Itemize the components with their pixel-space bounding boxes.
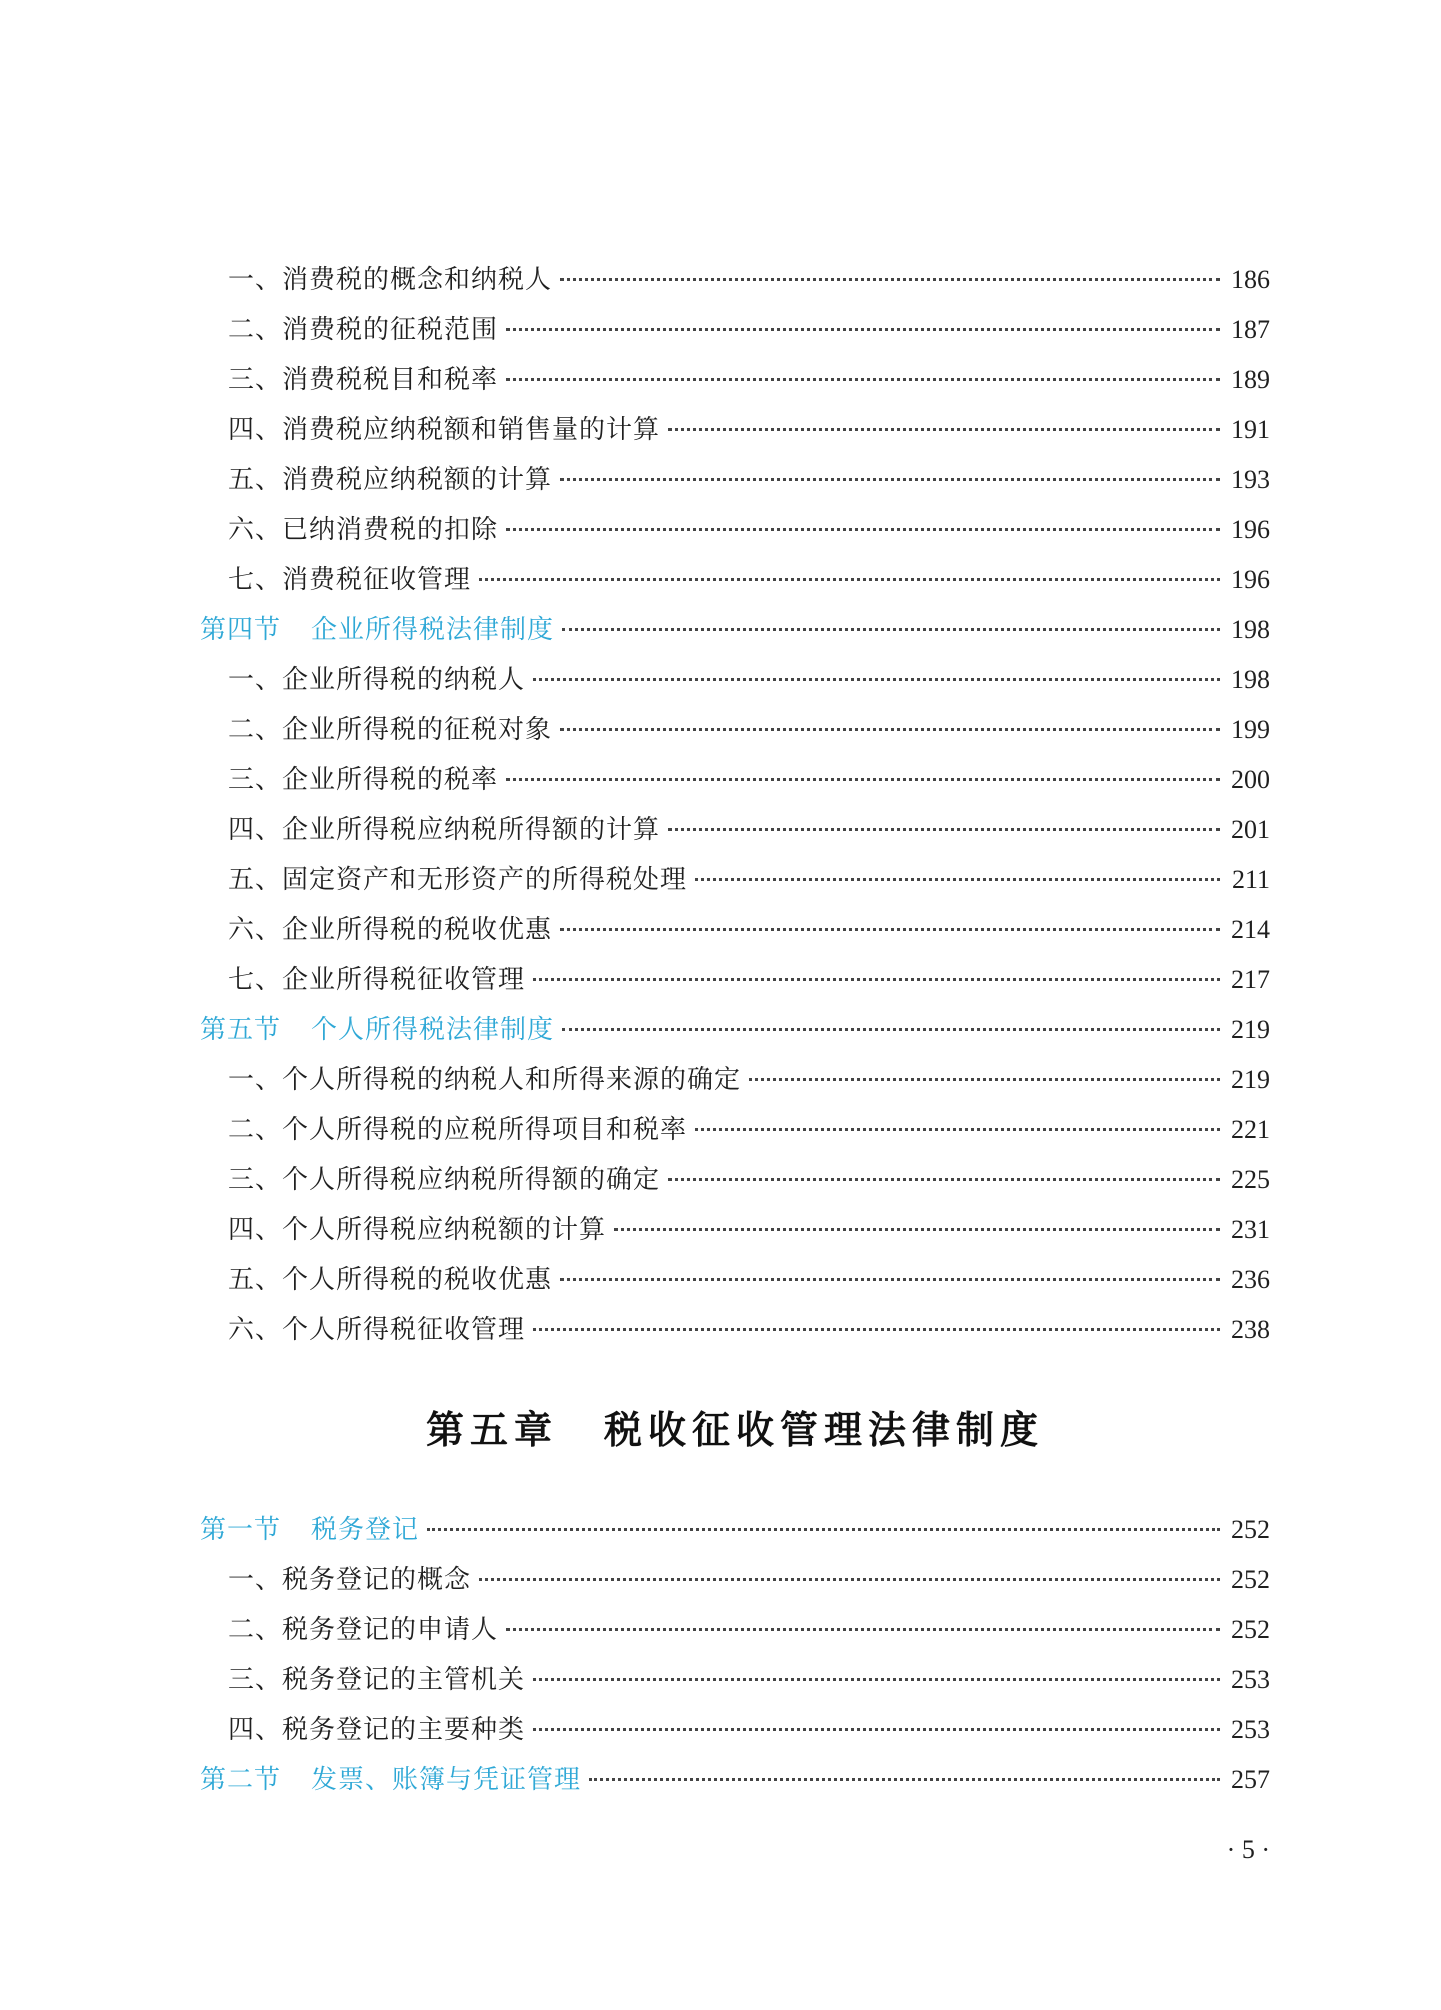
toc-item-row bbox=[200, 855, 1270, 905]
toc-page-number: 214 bbox=[1231, 915, 1270, 944]
toc-item-row bbox=[200, 1055, 1270, 1105]
toc-block-chapter-5 bbox=[200, 1505, 1270, 1805]
toc-page-number: 219 bbox=[1231, 1015, 1270, 1044]
toc-page-number: 217 bbox=[1231, 965, 1270, 994]
toc-entry-label bbox=[200, 1505, 419, 1555]
section-number: 第五节 bbox=[200, 1015, 282, 1045]
toc-page-number: 257 bbox=[1231, 1765, 1270, 1794]
toc-block-chapter-4 bbox=[200, 255, 1270, 1355]
toc-section-row bbox=[200, 605, 1270, 655]
toc-entry-label: 二、个人所得税的应税所得项目和税率 bbox=[228, 1115, 688, 1145]
toc-page-number: 225 bbox=[1231, 1165, 1270, 1194]
toc-item-row bbox=[200, 1155, 1270, 1205]
dot-leader bbox=[533, 676, 1220, 681]
toc-entry-label: 七、消费税征收管理 bbox=[228, 565, 472, 595]
toc-item-row bbox=[200, 705, 1270, 755]
toc-item-row bbox=[200, 1205, 1270, 1255]
section-number: 第一节 bbox=[200, 1515, 282, 1545]
page-number: · 5 · bbox=[1226, 1835, 1270, 1864]
toc-entry-label: 二、税务登记的申请人 bbox=[228, 1615, 499, 1645]
dot-leader bbox=[695, 876, 1220, 881]
toc-page-number: 189 bbox=[1231, 365, 1270, 394]
toc-item-row bbox=[200, 1555, 1270, 1605]
dot-leader bbox=[668, 1176, 1220, 1181]
toc-page-number: 211 bbox=[1231, 865, 1270, 894]
toc-page-number: 193 bbox=[1231, 465, 1270, 494]
chapter-heading bbox=[200, 1355, 1270, 1505]
toc-item-row bbox=[200, 1705, 1270, 1755]
toc-entry-label: 三、个人所得税应纳税所得额的确定 bbox=[228, 1165, 661, 1195]
dot-leader bbox=[589, 1776, 1220, 1781]
toc-entry-label: 五、固定资产和无形资产的所得税处理 bbox=[228, 865, 688, 895]
toc-item-row bbox=[200, 1105, 1270, 1155]
toc-item-row bbox=[200, 905, 1270, 955]
toc-item-row bbox=[200, 1605, 1270, 1655]
toc-entry-label: 一、个人所得税的纳税人和所得来源的确定 bbox=[228, 1065, 742, 1095]
dot-leader bbox=[668, 426, 1220, 431]
toc-entry-label: 一、消费税的概念和纳税人 bbox=[228, 265, 553, 295]
toc-page-number: 201 bbox=[1231, 815, 1270, 844]
toc-page-number: 236 bbox=[1231, 1265, 1270, 1294]
section-title: 企业所得税法律制度 bbox=[311, 615, 555, 645]
dot-leader bbox=[533, 1676, 1220, 1681]
toc-section-row bbox=[200, 1505, 1270, 1555]
toc-section-row bbox=[200, 1755, 1270, 1805]
dot-leader bbox=[560, 1276, 1220, 1281]
section-number: 第四节 bbox=[200, 615, 282, 645]
toc-entry-label: 一、企业所得税的纳税人 bbox=[228, 665, 526, 695]
dot-leader bbox=[506, 376, 1220, 381]
toc-page-number: 196 bbox=[1231, 565, 1270, 594]
dot-leader bbox=[560, 276, 1220, 281]
toc-entry-label: 五、个人所得税的税收优惠 bbox=[228, 1265, 553, 1295]
toc-item-row bbox=[200, 255, 1270, 305]
toc-entry-label: 六、个人所得税征收管理 bbox=[228, 1315, 526, 1345]
dot-leader bbox=[562, 1026, 1220, 1031]
toc-entry-label bbox=[200, 1755, 581, 1805]
dot-leader bbox=[506, 526, 1220, 531]
toc-entry-label bbox=[200, 1005, 554, 1055]
dot-leader bbox=[560, 726, 1220, 731]
toc-item-row bbox=[200, 1255, 1270, 1305]
toc-entry-label: 四、企业所得税应纳税所得额的计算 bbox=[228, 815, 661, 845]
dot-leader bbox=[506, 776, 1220, 781]
toc-entry-label: 六、已纳消费税的扣除 bbox=[228, 515, 499, 545]
toc-page-number: 252 bbox=[1231, 1615, 1270, 1644]
dot-leader bbox=[479, 576, 1220, 581]
toc-entry-label: 四、消费税应纳税额和销售量的计算 bbox=[228, 415, 661, 445]
toc-page-number: 238 bbox=[1231, 1315, 1270, 1344]
dot-leader bbox=[479, 1576, 1220, 1581]
toc-entry-label: 四、税务登记的主要种类 bbox=[228, 1715, 526, 1745]
toc-entry-label: 五、消费税应纳税额的计算 bbox=[228, 465, 553, 495]
toc-page-number: 196 bbox=[1231, 515, 1270, 544]
dot-leader bbox=[427, 1526, 1220, 1531]
toc-page-number: 198 bbox=[1231, 665, 1270, 694]
dot-leader bbox=[614, 1226, 1220, 1231]
section-title: 个人所得税法律制度 bbox=[311, 1015, 555, 1045]
toc-item-row bbox=[200, 1655, 1270, 1705]
toc-item-row bbox=[200, 1305, 1270, 1355]
toc-entry-label: 七、企业所得税征收管理 bbox=[228, 965, 526, 995]
toc-item-row bbox=[200, 355, 1270, 405]
dot-leader bbox=[560, 476, 1220, 481]
toc-entry-label: 三、税务登记的主管机关 bbox=[228, 1665, 526, 1695]
toc-item-row bbox=[200, 955, 1270, 1005]
toc-page-number: 252 bbox=[1231, 1565, 1270, 1594]
toc-entry-label bbox=[200, 605, 554, 655]
toc-page-number: 253 bbox=[1231, 1665, 1270, 1694]
table-of-contents bbox=[200, 255, 1270, 1805]
toc-item-row bbox=[200, 505, 1270, 555]
toc-page-number: 187 bbox=[1231, 315, 1270, 344]
toc-item-row bbox=[200, 305, 1270, 355]
toc-entry-label: 三、消费税税目和税率 bbox=[228, 365, 499, 395]
toc-page-number: 199 bbox=[1231, 715, 1270, 744]
toc-page-number: 200 bbox=[1231, 765, 1270, 794]
dot-leader bbox=[506, 326, 1220, 331]
toc-item-row bbox=[200, 805, 1270, 855]
toc-page-number: 191 bbox=[1231, 415, 1270, 444]
toc-item-row bbox=[200, 455, 1270, 505]
toc-entry-label: 一、税务登记的概念 bbox=[228, 1565, 472, 1595]
toc-page-number: 252 bbox=[1231, 1515, 1270, 1544]
toc-page-number: 198 bbox=[1231, 615, 1270, 644]
dot-leader bbox=[533, 1326, 1220, 1331]
toc-page-number: 231 bbox=[1231, 1215, 1270, 1244]
toc-page-number: 186 bbox=[1231, 265, 1270, 294]
dot-leader bbox=[533, 976, 1220, 981]
toc-item-row bbox=[200, 755, 1270, 805]
toc-section-row bbox=[200, 1005, 1270, 1055]
dot-leader bbox=[506, 1626, 1220, 1631]
dot-leader bbox=[533, 1726, 1220, 1731]
chapter-number: 第五章 bbox=[425, 1407, 558, 1452]
toc-entry-label: 二、消费税的征税范围 bbox=[228, 315, 499, 345]
toc-item-row bbox=[200, 655, 1270, 705]
toc-page-number: 253 bbox=[1231, 1715, 1270, 1744]
section-number: 第二节 bbox=[200, 1765, 282, 1795]
section-title: 发票、账簿与凭证管理 bbox=[311, 1765, 582, 1795]
dot-leader bbox=[562, 626, 1220, 631]
toc-item-row bbox=[200, 555, 1270, 605]
toc-entry-label: 三、企业所得税的税率 bbox=[228, 765, 499, 795]
dot-leader bbox=[560, 926, 1220, 931]
section-title: 税务登记 bbox=[311, 1515, 420, 1545]
toc-entry-label: 六、企业所得税的税收优惠 bbox=[228, 915, 553, 945]
dot-leader bbox=[749, 1076, 1220, 1081]
toc-page-number: 219 bbox=[1231, 1065, 1270, 1094]
toc-entry-label: 二、企业所得税的征税对象 bbox=[228, 715, 553, 745]
toc-entry-label: 四、个人所得税应纳税额的计算 bbox=[228, 1215, 607, 1245]
toc-item-row bbox=[200, 405, 1270, 455]
dot-leader bbox=[668, 826, 1220, 831]
toc-page-number: 221 bbox=[1231, 1115, 1270, 1144]
dot-leader bbox=[695, 1126, 1220, 1131]
chapter-title-text: 税收征收管理法律制度 bbox=[604, 1407, 1045, 1452]
